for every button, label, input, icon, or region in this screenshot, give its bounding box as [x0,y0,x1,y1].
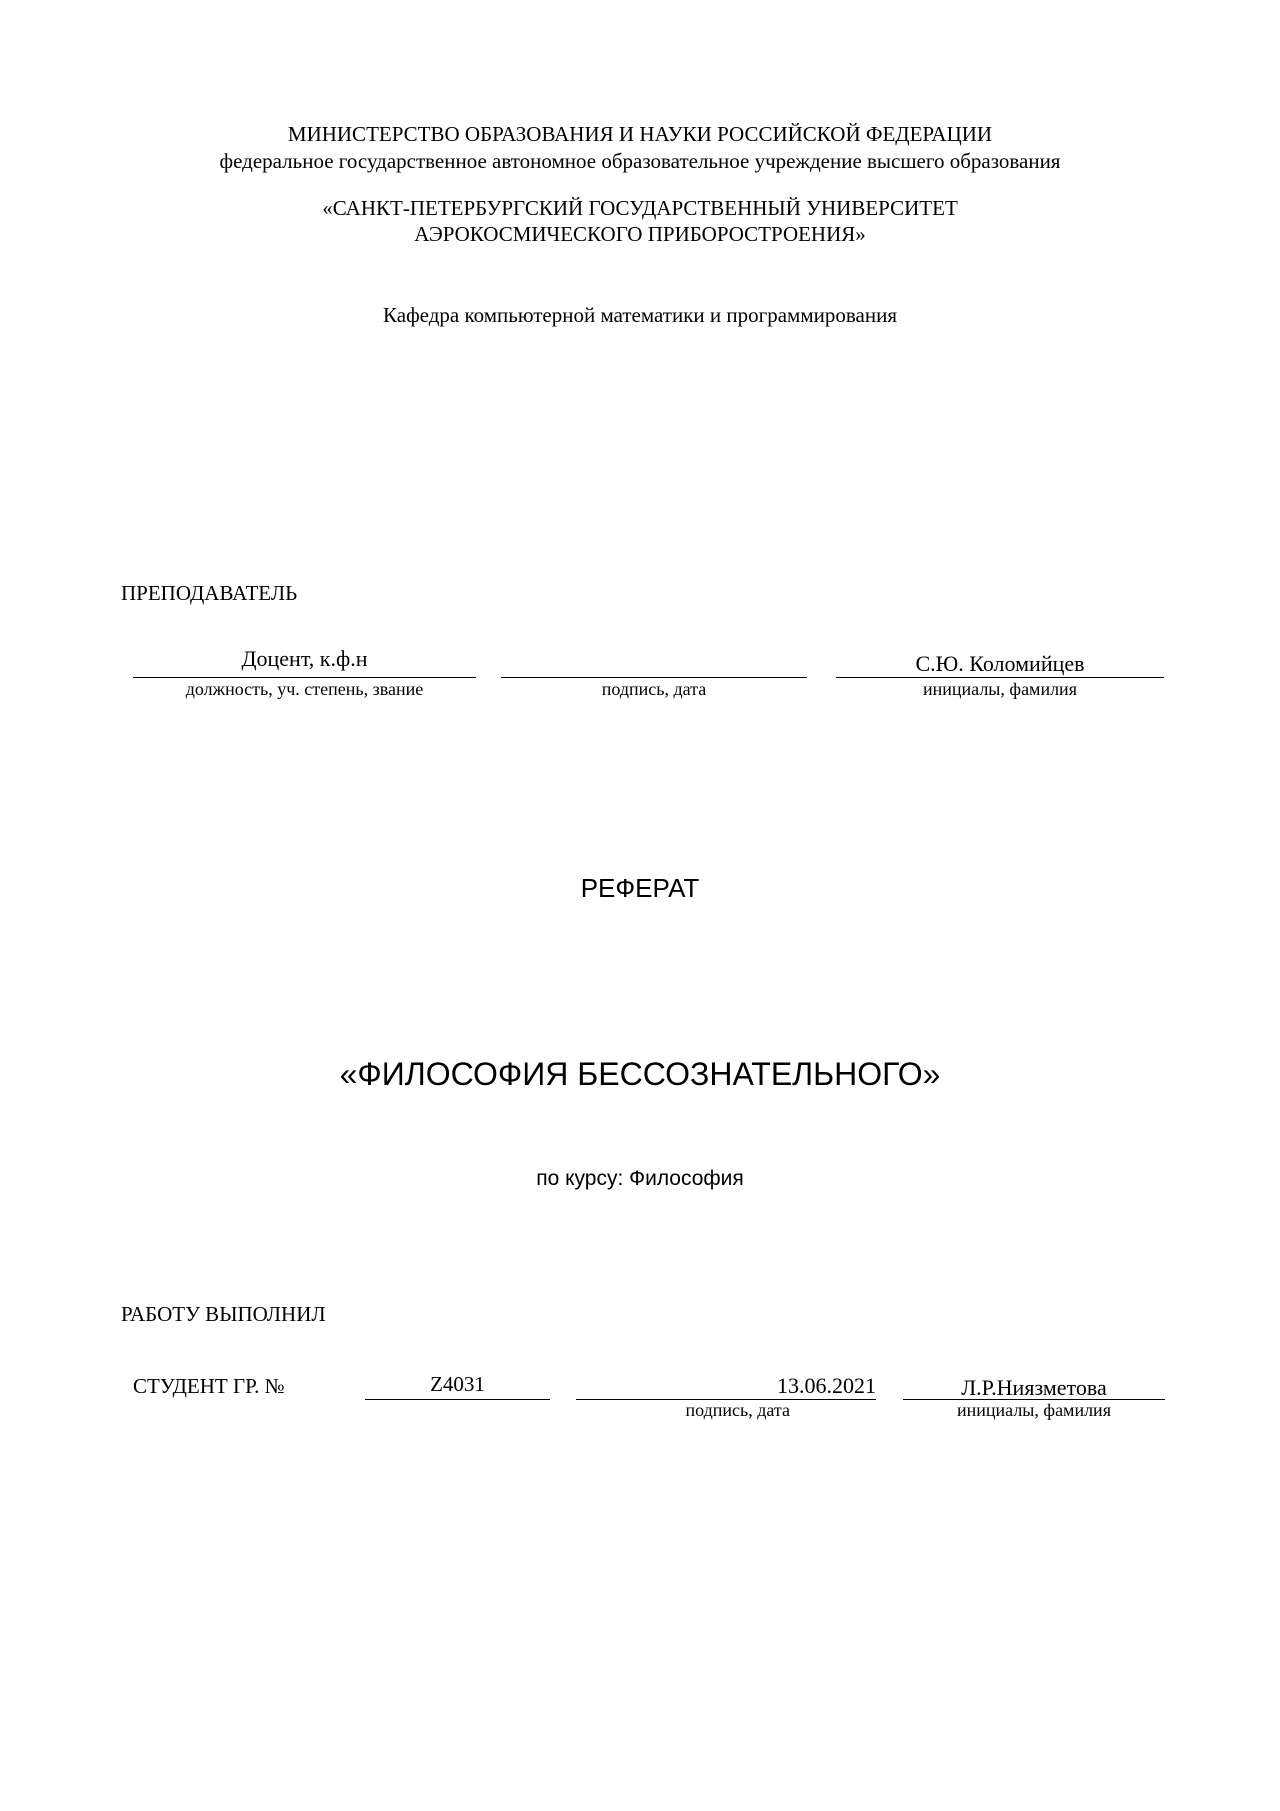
student-date-value: 13.06.2021 [777,1373,876,1398]
teacher-name-caption: инициалы, фамилия [923,679,1077,699]
teacher-signature-line [501,677,807,678]
student-signature-caption: подпись, дата [685,1400,790,1420]
student-group-line [365,1399,550,1400]
teacher-signature-caption: подпись, дата [601,679,707,699]
student-group-label: СТУДЕНТ ГР. № [133,1374,285,1398]
university-name-line2: АЭРОКОСМИЧЕСКОГО ПРИБОРОСТРОЕНИЯ» [414,222,866,246]
document-type: РЕФЕРАТ [580,873,700,903]
department-name: Кафедра компьютерной математики и программирования [383,303,897,327]
teacher-position-value: Доцент, к.ф.н [241,646,368,671]
student-name-caption: инициалы, фамилия [957,1400,1111,1420]
student-name-value: Л.Р.Ниязметова [961,1375,1107,1400]
student-label: РАБОТУ ВЫПОЛНИЛ [121,1302,326,1326]
course-name: по курсу: Философия [536,1167,744,1190]
institution-type: федеральное государственное автономное образовательное учреждение высшего образования [219,149,1061,173]
teacher-name-line [836,677,1164,678]
teacher-label: ПРЕПОДАВАТЕЛЬ [121,581,298,605]
student-group-value: Z4031 [430,1372,485,1396]
ministry-title: МИНИСТЕРСТВО ОБРАЗОВАНИЯ И НАУКИ РОССИЙСКОЙ ФЕДЕРАЦИИ [287,122,993,146]
teacher-name-value: С.Ю. Коломийцев [915,651,1085,676]
university-name-line1: «САНКТ-ПЕТЕРБУРГСКИЙ ГОСУДАРСТВЕННЫЙ УНИВЕРСИТЕТ [322,196,958,220]
work-title: «ФИЛОСОФИЯ БЕССОЗНАТЕЛЬНОГО» [339,1056,941,1092]
teacher-position-caption: должность, уч. степень, звание [185,679,424,699]
teacher-position-line [133,677,476,678]
